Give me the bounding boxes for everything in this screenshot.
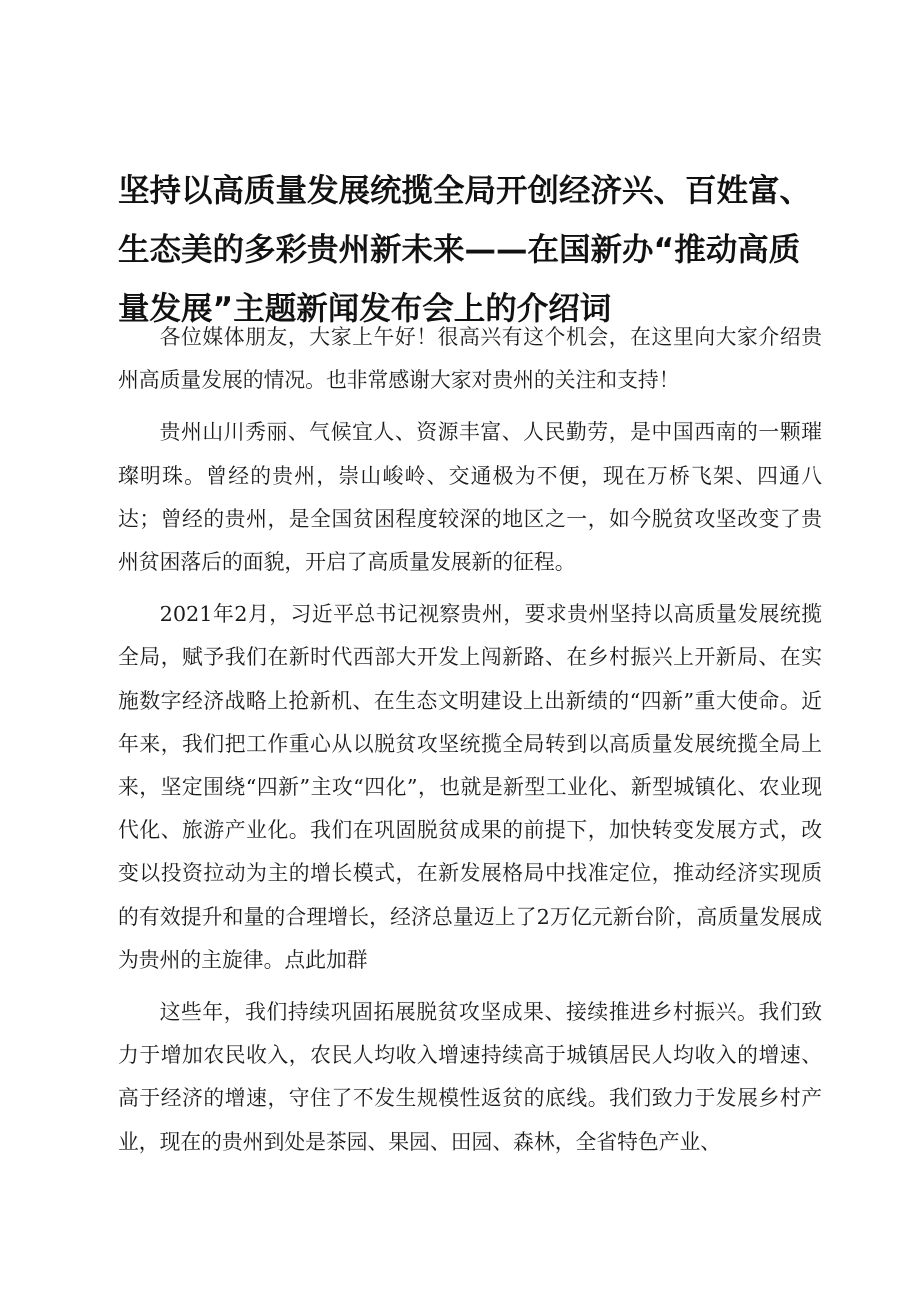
paragraph-guizhou-intro: 贵州山川秀丽、气候宜人、资源丰富、人民勤劳，是中国西南的一颗璀璨明珠。曾经的贵州，崇山峻岭、交通极为不便，现在万桥飞架、四通八达；曾经的贵州，是全国贫困程度较深的地区之一，如今脱贫攻坚改变了贵州贫困落后的面貌，开启了高质量发展新的征程。 [118, 420, 822, 575]
paragraph-high-quality-development: 2021年2月，习近平总书记视察贵州，要求贵州坚持以高质量发展统揽全局，赋予我们在新时代西部大开发上闯新路、在乡村振兴上开新局、在实施数字经济战略上抢新机、在生态文明建设上出新绩的“四新”重大使命。近年来，我们把工作重心从以脱贫攻坚统揽全局转到以高质量发展统揽全局上来，坚定围绕“四新”主攻“四化”，也就是新型工业化、新型城镇化、农业现代化、旅游产业化。我们在巩固脱贫成果的前提下，加快转变发展方式，改变以投资拉动为主的增长模式，在新发展格局中找准定位，推动经济实现质的有效提升和量的合理增长，经济总量迈上了2万亿元新台阶，高质量发展成为贵州的主旋律。点此加群 [118, 602, 822, 972]
document-title: 坚持以高质量发展统揽全局开创经济兴、百姓富、生态美的多彩贵州新未来——在国新办“推动高质量发展”主题新闻发布会上的介绍词 [118, 173, 812, 327]
paragraph-rural-revitalization: 这些年，我们持续巩固拓展脱贫攻坚成果、接续推进乡村振兴。我们致力于增加农民收入，农民人均收入增速持续高于城镇居民人均收入的增速、高于经济的增速，守住了不发生规模性返贫的底线。我们致力于发展乡村产业，现在的贵州到处是茶园、果园、田园、森林，全省特色产业、 [118, 1000, 822, 1154]
paragraph-greeting: 各位媒体朋友，大家上午好！很高兴有这个机会，在这里向大家介绍贵州高质量发展的情况。也非常感谢大家对贵州的关注和支持！ [118, 325, 822, 393]
document-body [118, 316, 822, 1173]
